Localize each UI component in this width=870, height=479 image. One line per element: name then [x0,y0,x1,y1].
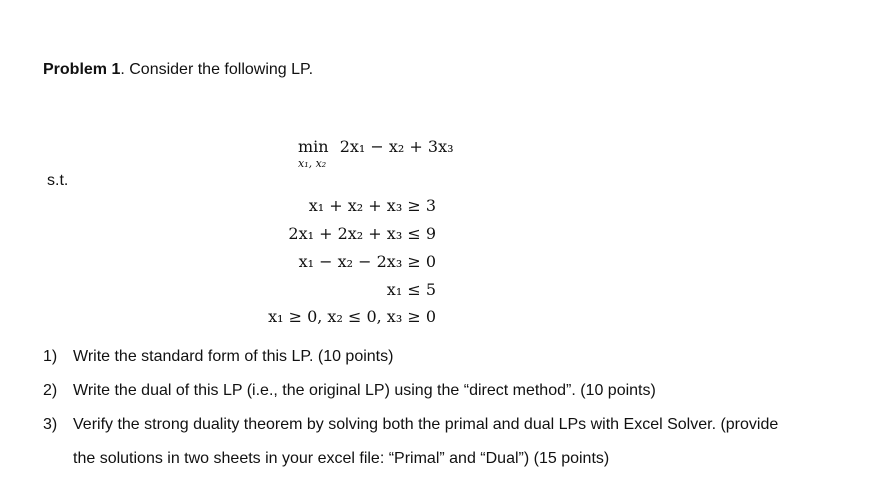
sign-constraints: x₁ ≥ 0, x₂ ≤ 0, x₃ ≥ 0 [268,307,436,326]
question-2-text: Write the dual of this LP (i.e., the original LP) using the “direct method”. (10 points) [73,382,656,399]
problem-label: Problem 1 [43,61,121,78]
question-1-number: 1) [43,348,58,365]
constraint-3: x₁ − x₂ − 2x₃ ≥ 0 [298,252,436,271]
objective-function [298,139,454,169]
question-3-text: Verify the strong duality theorem by solving both the primal and dual LPs with Excel Solver. (provide [73,416,779,433]
constraint-1: x₁ + x₂ + x₃ ≥ 3 [308,196,436,215]
min-operator [298,139,329,169]
question-2-number: 2) [43,382,58,399]
question-3-continuation: the solutions in two sheets in your excel file: “Primal” and “Dual”) (15 points) [73,450,610,467]
question-3-number: 3) [43,416,58,433]
problem-intro-text: . Consider the following LP. [120,61,314,78]
question-1-text: Write the standard form of this LP. (10 points) [73,348,394,365]
constraint-2: 2x₁ + 2x₂ + x₃ ≤ 9 [288,224,436,243]
subject-to-label: s.t. [47,172,69,189]
min-word: min [298,137,329,156]
min-subscript: x₁, x₂ [298,157,327,170]
objective-expression: 2x₁ − x₂ + 3x₃ [339,137,454,156]
problem-heading [43,62,313,78]
constraint-4: x₁ ≤ 5 [386,280,436,299]
